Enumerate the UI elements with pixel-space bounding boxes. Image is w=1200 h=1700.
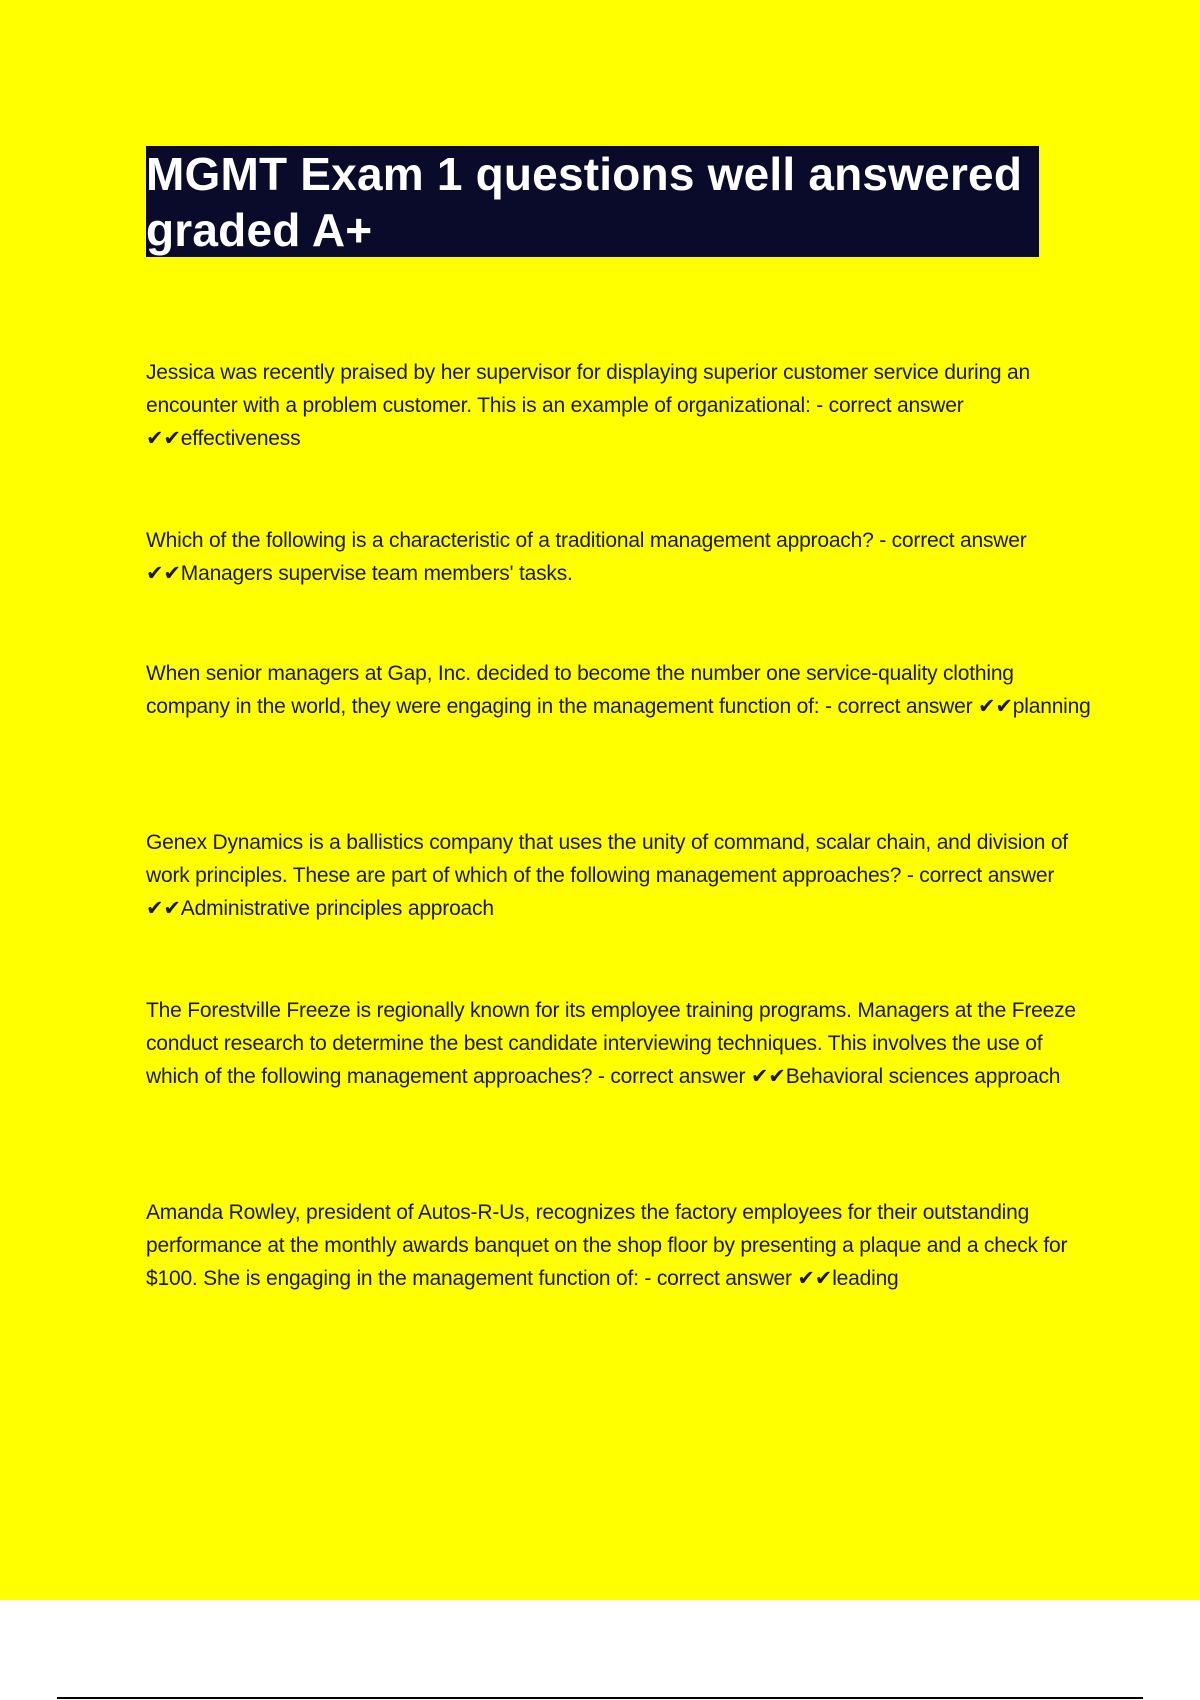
checkmark-icon: ✔✔ bbox=[146, 562, 181, 585]
question-text: Genex Dynamics is a ballistics company that uses the unity of command, scalar chain, and division of work principles. These are part of which of the following management approaches? bbox=[146, 831, 1068, 887]
checkmark-icon: ✔✔ bbox=[797, 1267, 833, 1290]
answer-text: planning bbox=[1012, 695, 1091, 718]
question-answer-item bbox=[146, 356, 1096, 455]
question-answer-item bbox=[146, 657, 1096, 723]
answer-text: Administrative principles approach bbox=[180, 897, 494, 920]
checkmark-icon: ✔✔ bbox=[978, 695, 1013, 718]
checkmark-icon: ✔✔ bbox=[146, 427, 181, 450]
question-answer-item bbox=[146, 1196, 1096, 1295]
question-text: Jessica was recently praised by her supervisor for displaying superior customer service during an encounter with a problem customer. This is an example of organizational: bbox=[146, 361, 1031, 417]
question-answer-item bbox=[146, 524, 1096, 590]
question-text: The Forestville Freeze is regionally known for its employee training programs. Managers at the Freeze conduct research to determine the best candidate interviewing techniques. This involves the use of which of the following management approaches? bbox=[146, 999, 1076, 1088]
answer-separator: - correct answer bbox=[810, 394, 964, 417]
checkmark-icon: ✔✔ bbox=[146, 897, 181, 920]
checkmark-icon: ✔✔ bbox=[750, 1065, 786, 1088]
answer-separator: - correct answer bbox=[819, 695, 978, 718]
answer-separator: - correct answer bbox=[638, 1267, 798, 1290]
answer-text: Behavioral sciences approach bbox=[785, 1065, 1061, 1088]
question-text: Amanda Rowley, president of Autos-R-Us, recognizes the factory employees for their outstanding performance at the monthly awards banquet on the shop floor by presenting a plaque and a check for $100. She is engaging in the management function of: bbox=[146, 1201, 1068, 1290]
answer-text: effectiveness bbox=[180, 427, 301, 450]
page-title: MGMT Exam 1 questions well answered graded A+ bbox=[146, 148, 1023, 256]
question-text: Which of the following is a characteristic of a traditional management approach? bbox=[146, 529, 874, 552]
title-banner bbox=[146, 146, 1039, 257]
answer-text: leading bbox=[832, 1267, 899, 1290]
answer-separator: - correct answer bbox=[592, 1065, 751, 1088]
question-answer-item bbox=[146, 994, 1096, 1093]
question-answer-item bbox=[146, 826, 1096, 925]
answer-text: Managers supervise team members' tasks. bbox=[180, 562, 573, 585]
answer-separator: - correct answer bbox=[901, 864, 1055, 887]
question-text: When senior managers at Gap, Inc. decided to become the number one service-quality clothing company in the world, they were engaging in the management function of: bbox=[146, 662, 1014, 718]
footer-divider bbox=[57, 1697, 1143, 1699]
answer-separator: - correct answer bbox=[873, 529, 1027, 552]
